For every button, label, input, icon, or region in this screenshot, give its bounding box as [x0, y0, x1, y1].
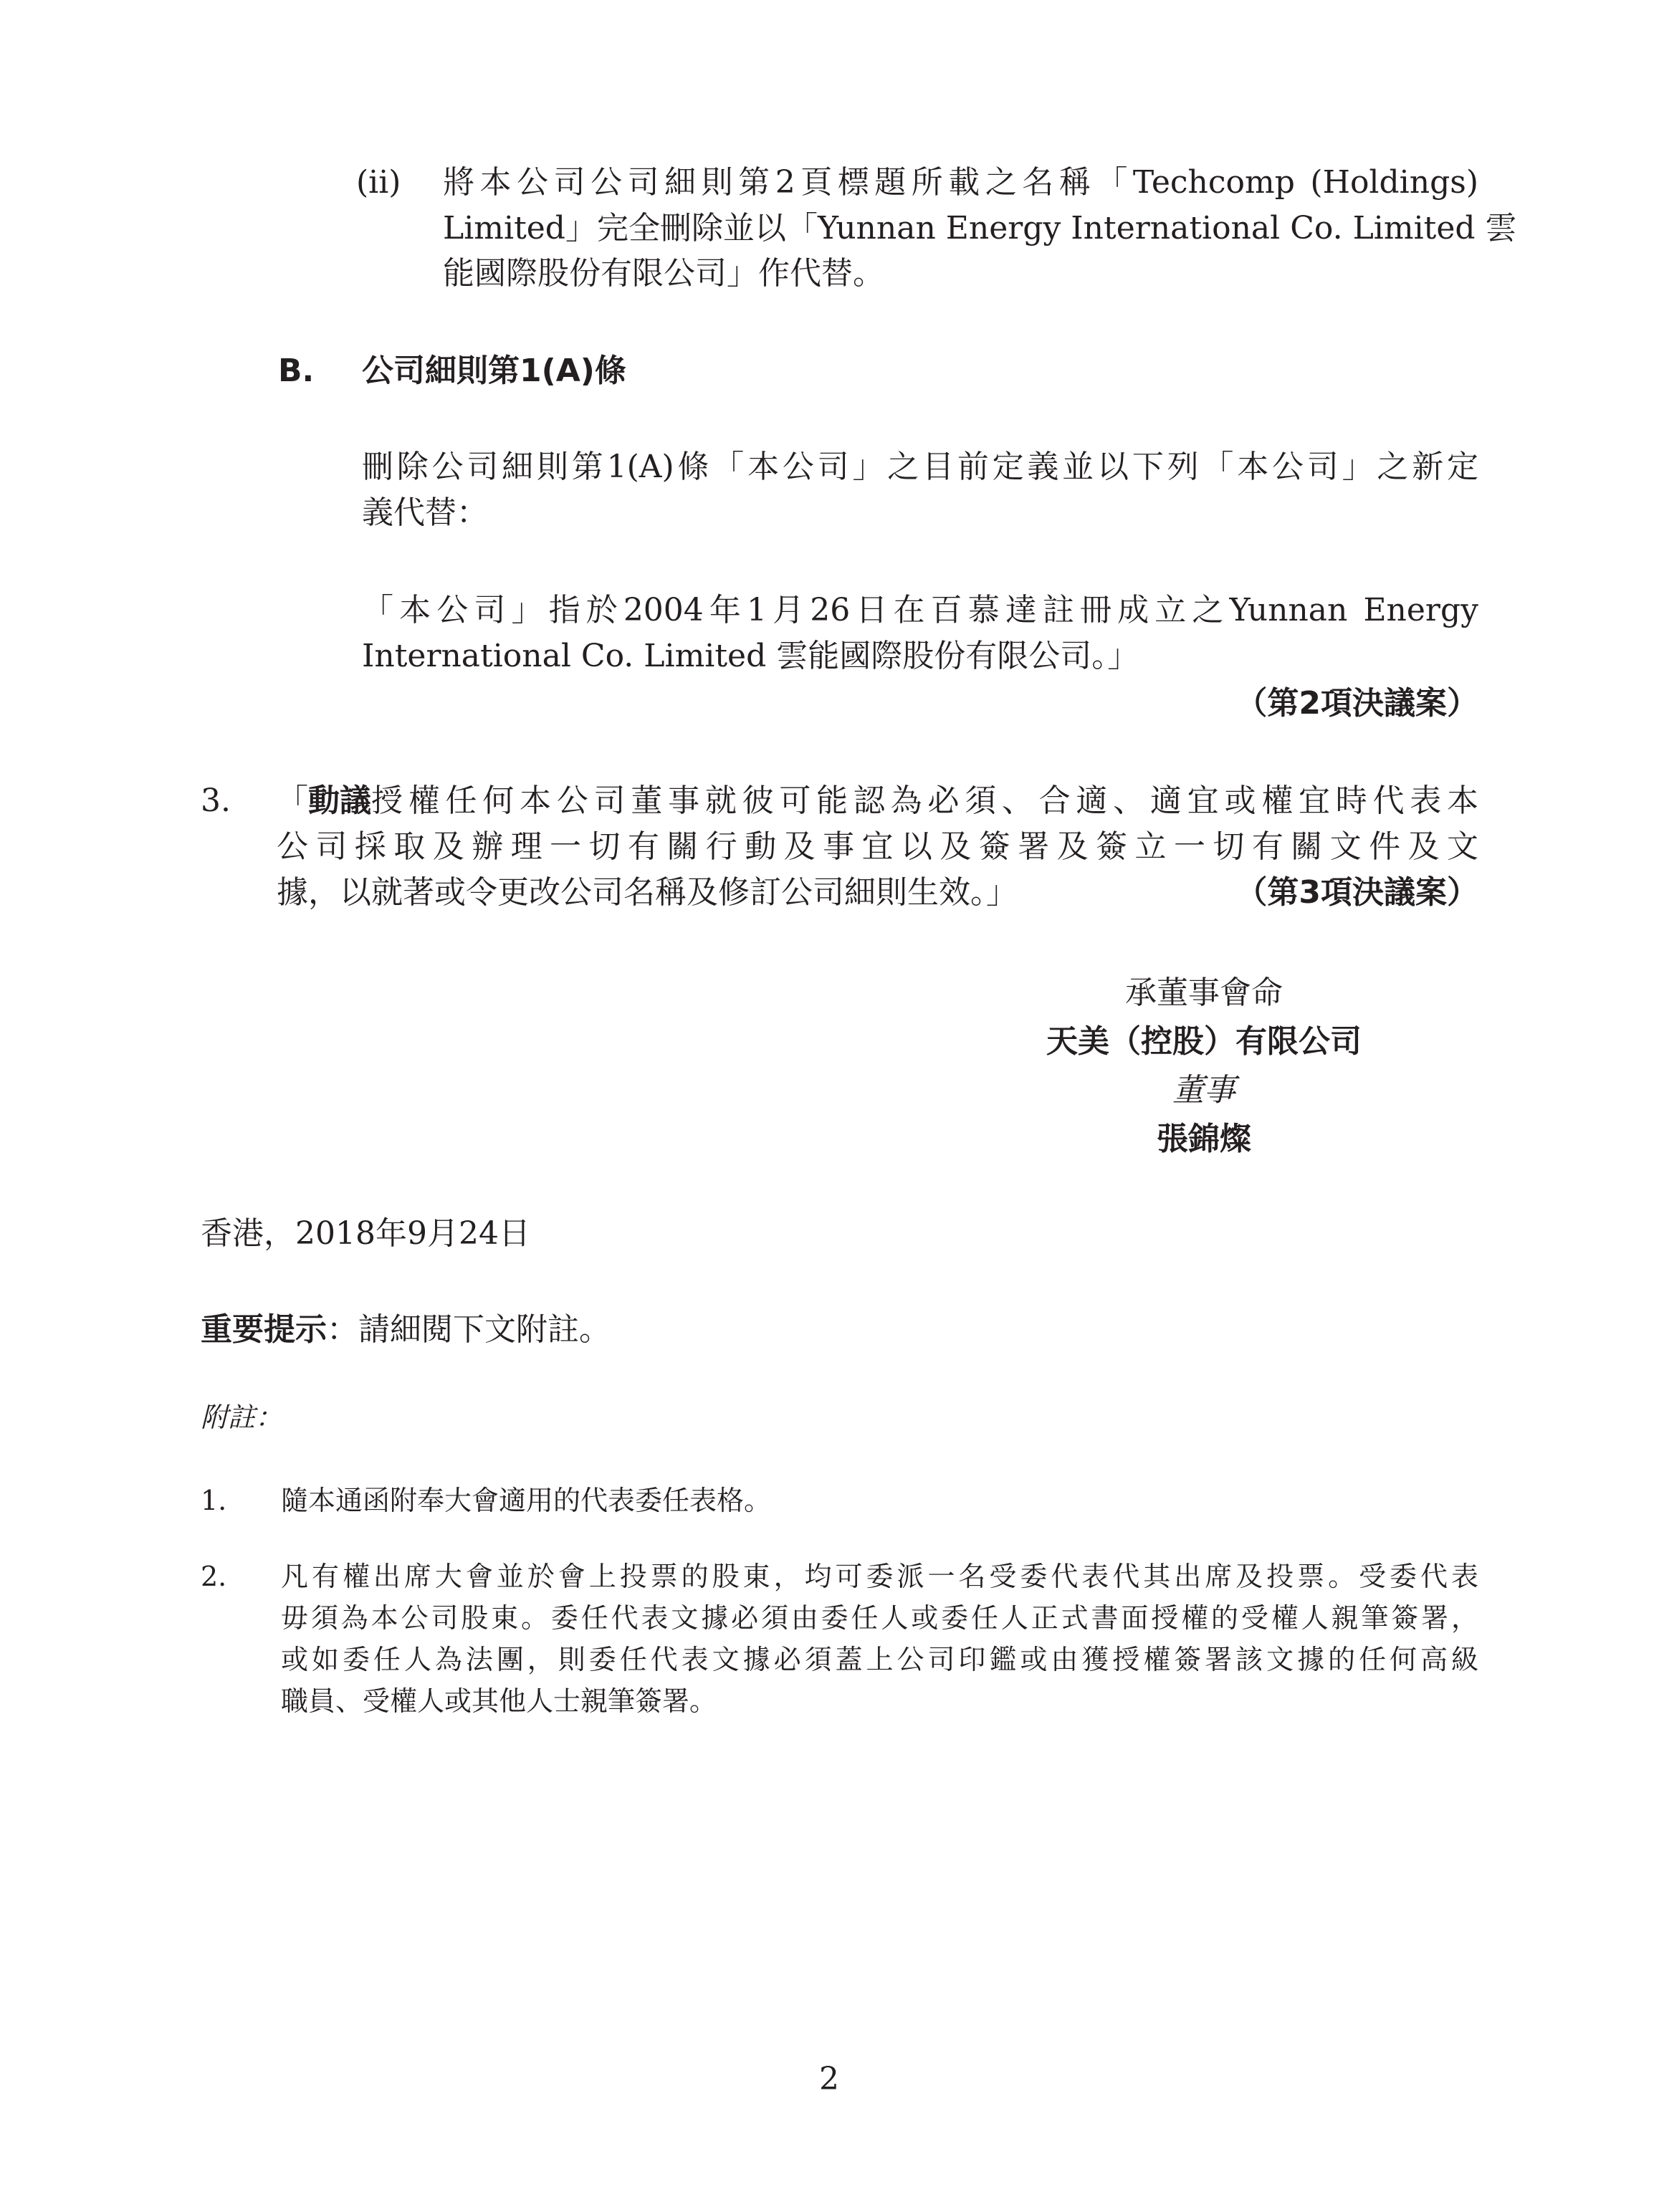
note-1-line-1: 隨本通函附奉大會適用的代表委任表格。: [281, 1485, 772, 1516]
note-1-marker: 1.: [201, 1485, 227, 1516]
signature-by-order: 承董事會命: [1125, 975, 1283, 1011]
note-2-line-3: 或如委任人為法團，則委任代表文據必須蓋上公司印鑑或由獲授權簽署該文據的任何高級: [281, 1644, 1478, 1675]
signature-name: 張錦燦: [1157, 1121, 1251, 1157]
resolution-3-bold-word: 動議: [308, 782, 371, 819]
resolution-3-tag: （第3項決議案）: [1235, 874, 1478, 911]
resolution-3-line-1-rest: 授權任何本公司董事就彼可能認為必須、合適、適宜或權宜時代表本: [371, 782, 1478, 819]
resolution-3-line-3: 據，以就著或令更改公司名稱及修訂公司細則生效。」: [277, 874, 1018, 911]
amendment-ii-line-1: 將本公司公司細則第2頁標題所載之名稱「Techcomp (Holdings): [443, 164, 1478, 201]
resolution-3-line-1: [277, 780, 1478, 823]
amendment-ii-line-3: 能國際股份有限公司」作代替。: [443, 255, 884, 292]
section-b-para2-line-2: International Co. Limited 雲能國際股份有限公司。」: [362, 638, 1139, 674]
signature-company: 天美（控股）有限公司: [1046, 1023, 1362, 1060]
section-b-para1-line-2: 義代替：: [362, 494, 488, 531]
note-2-line-2: 毋須為本公司股東。委任代表文據必須由委任人或委任人正式書面授權的受權人親筆簽署，: [281, 1602, 1478, 1634]
note-2-line-1: 凡有權出席大會並於會上投票的股東，均可委派一名受委代表代其出席及投票。受委代表: [281, 1561, 1478, 1592]
notes-heading: 附註：: [201, 1402, 283, 1433]
page-number: 2: [819, 2061, 839, 2097]
note-2-line-4: 職員、受權人或其他人士親筆簽署。: [281, 1685, 717, 1717]
section-b-para1-line-1: 刪除公司細則第1(A)條「本公司」之目前定義並以下列「本公司」之新定: [362, 449, 1478, 485]
note-2-marker: 2.: [201, 1561, 227, 1592]
section-b-para2-line-1: 「本公司」指於2004年1月26日在百慕達註冊成立之Yunnan Energy: [362, 592, 1478, 628]
resolution-2-tag: （第2項決議案）: [1235, 685, 1478, 722]
important-text: ：請細閱下文附註。: [327, 1311, 611, 1348]
section-b-heading: 公司細則第1(A)條: [362, 353, 626, 389]
date-line: 香港，2018年9月24日: [201, 1215, 530, 1252]
important-line: [201, 1308, 611, 1351]
amendment-ii-marker: (ii): [356, 164, 401, 201]
resolution-3-line-2: 公司採取及辦理一切有關行動及事宜以及簽署及簽立一切有關文件及文: [277, 828, 1478, 865]
signature-title: 董事: [1172, 1072, 1235, 1109]
resolution-3-marker: 3.: [201, 782, 231, 819]
amendment-ii-line-2: Limited」完全刪除並以「Yunnan Energy International Co. Limited 雲: [443, 210, 1517, 246]
resolution-3-open-quote: 「: [277, 782, 308, 819]
section-b-marker: B.: [278, 353, 315, 389]
important-label: 重要提示: [201, 1311, 327, 1348]
